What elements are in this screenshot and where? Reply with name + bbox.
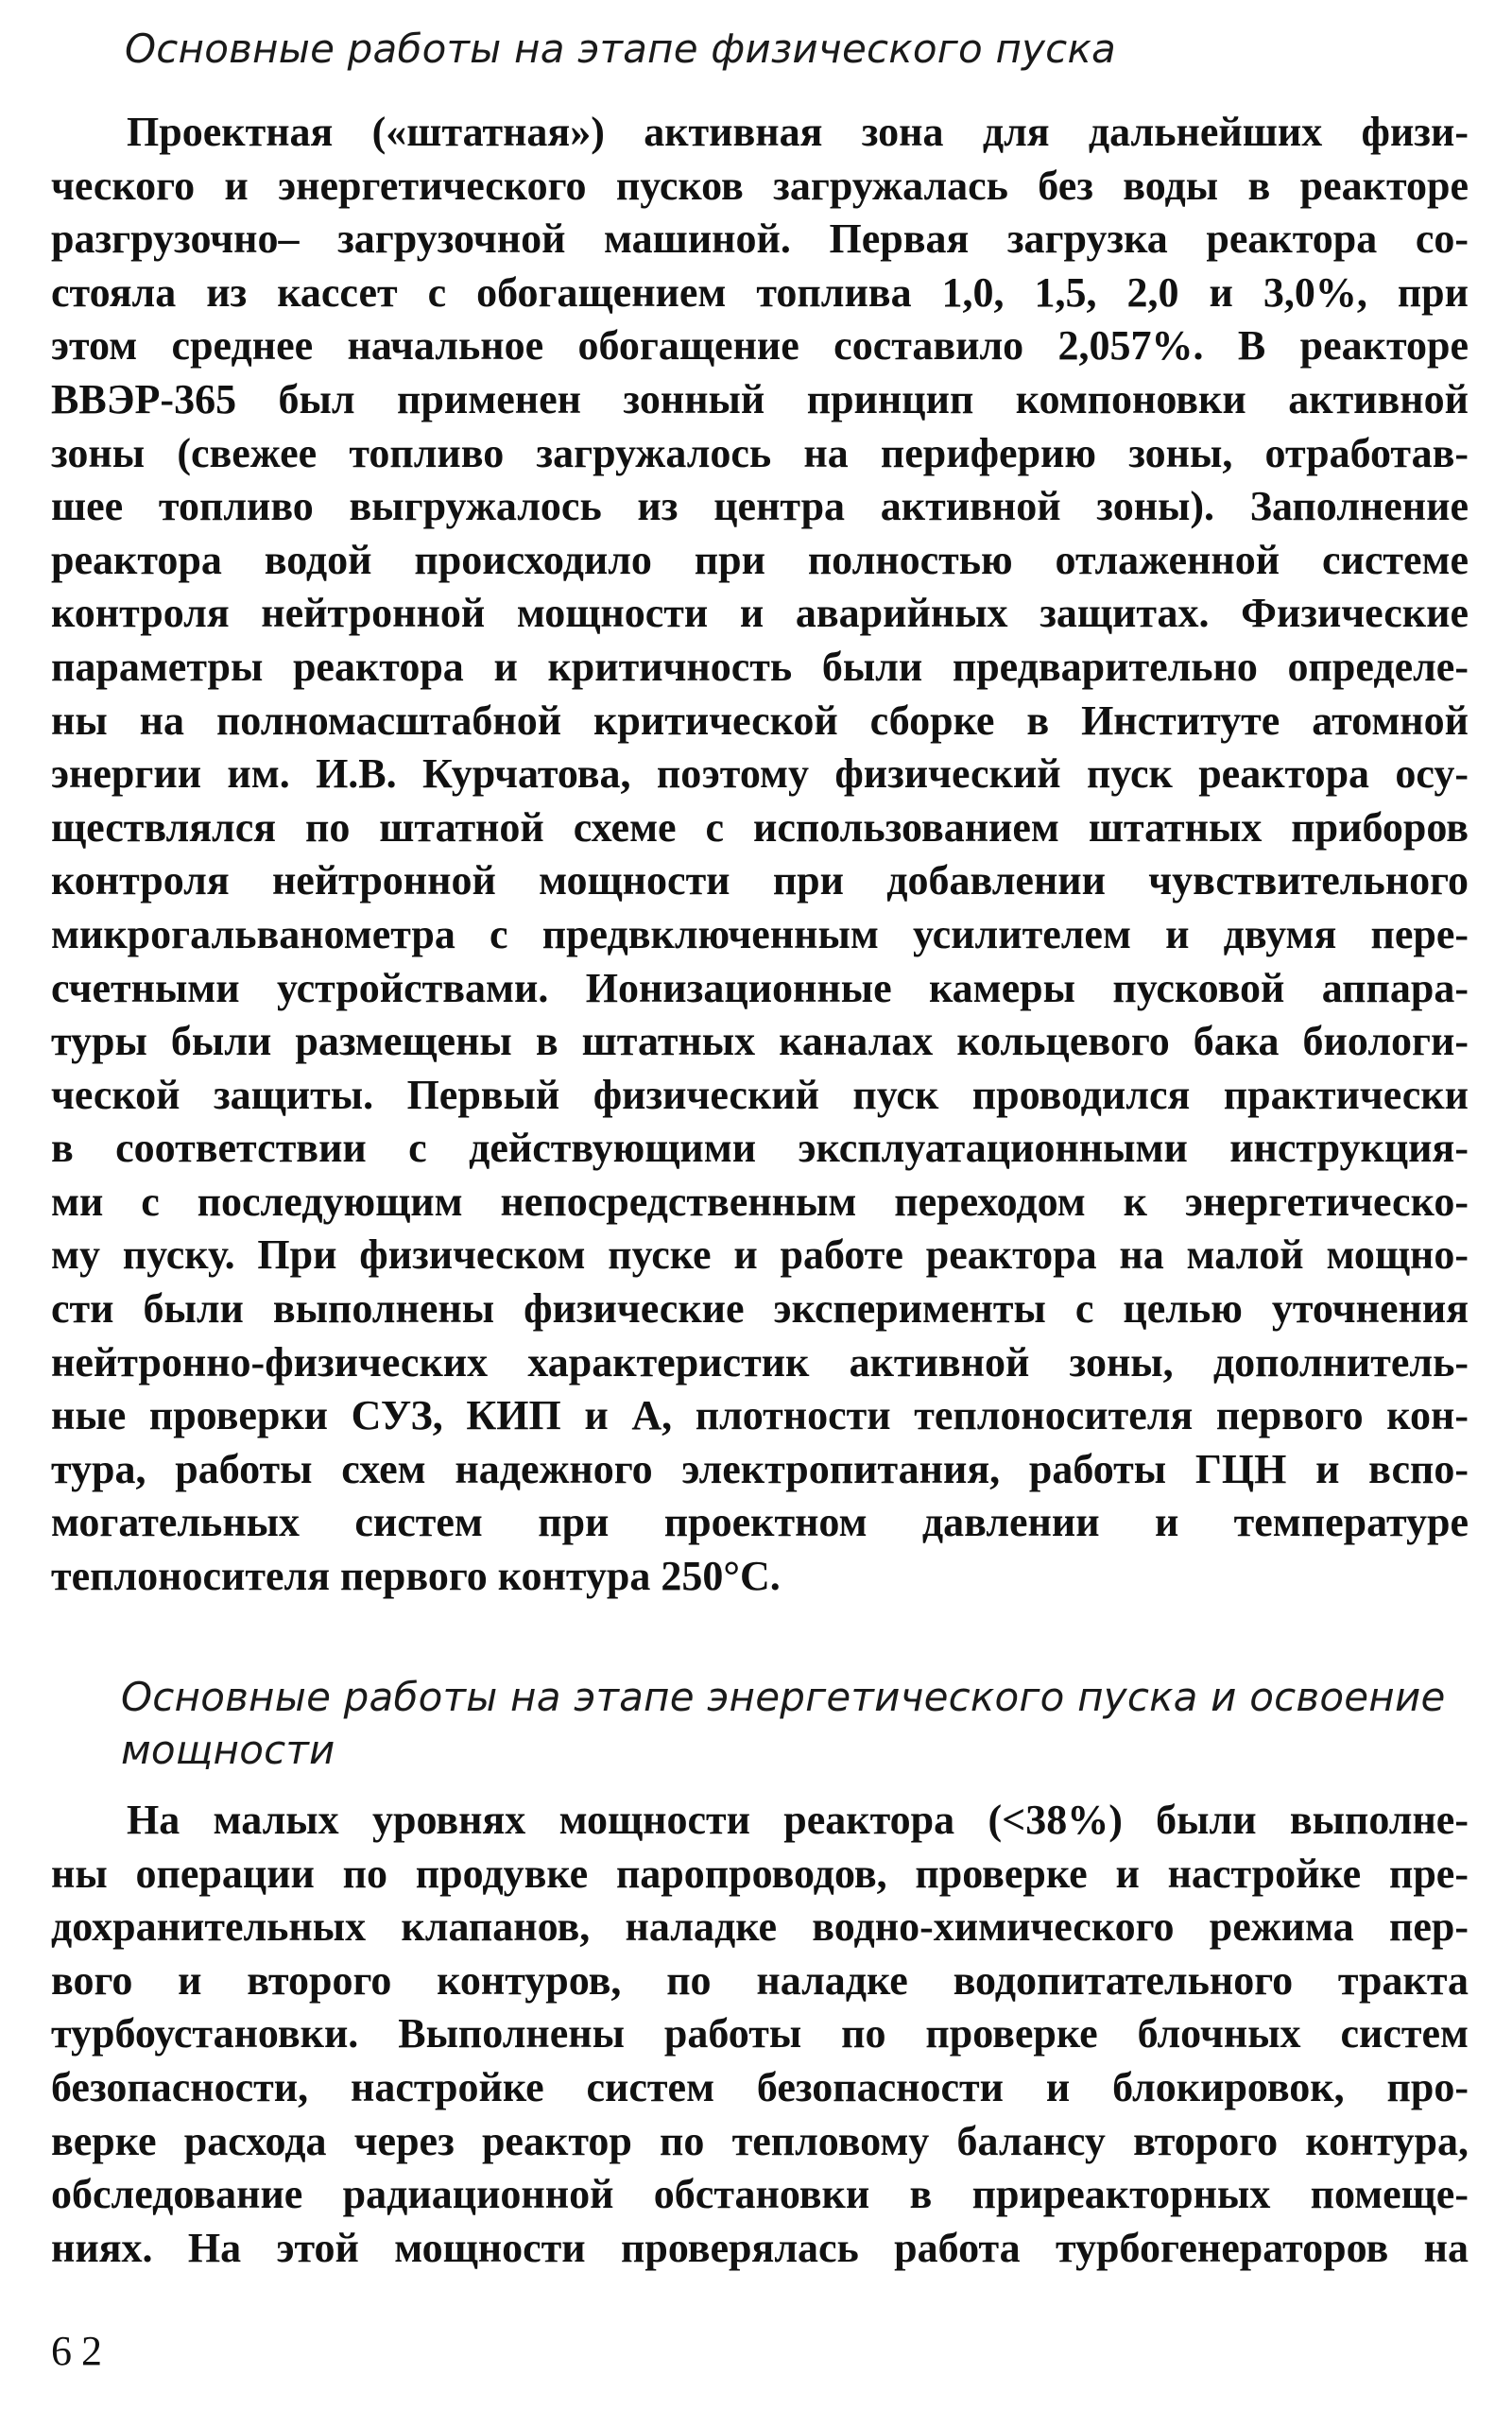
text-line: энергии им. И.В. Курчатова, поэтому физический пуск реактора осу- bbox=[51, 750, 1469, 798]
page-number: 62 bbox=[51, 2328, 112, 2374]
text-line: контроля нейтронной мощности при добавлении чувствительного bbox=[51, 857, 1469, 904]
text-line: ВВЭР-365 был применен зонный принцип компоновки активной bbox=[51, 375, 1469, 422]
text-line: разгрузочно– загрузочной машиной. Первая загрузка реактора со- bbox=[51, 215, 1469, 263]
text-line: ществлялся по штатной схеме с использованием штатных приборов bbox=[51, 803, 1469, 851]
text-line: ны на полномасштабной критической сборке в Институте атомной bbox=[51, 697, 1469, 744]
text-line: счетными устройствами. Ионизационные камеры пусковой аппара- bbox=[51, 964, 1469, 1011]
text-line: ческого и энергетического пусков загружалась без воды в реакторе bbox=[51, 162, 1469, 209]
text-line: микрогальванометра с предвключенным усилителем и двумя пере- bbox=[51, 910, 1469, 957]
text-line: контроля нейтронной мощности и аварийных защитах. Физические bbox=[51, 590, 1469, 637]
section-heading-physical-startup: Основные работы на этапе физического пуска bbox=[125, 26, 1116, 72]
text-line: сти были выполнены физические эксперименты с целью уточнения bbox=[51, 1285, 1469, 1333]
section-heading-power-startup-continued: мощности bbox=[121, 1727, 335, 1773]
text-line: в соответствии с действующими эксплуатационными инструкция- bbox=[51, 1125, 1469, 1172]
text-line: тура, работы схем надежного электропитания, работы ГЦН и вспо- bbox=[51, 1445, 1469, 1492]
text-line: му пуску. При физическом пуске и работе реактора на малой мощно- bbox=[51, 1231, 1469, 1279]
text-line: ны операции по продувке паропроводов, проверке и настройке пре- bbox=[51, 1850, 1469, 1897]
text-line: ниях. На этой мощности проверялась работа турбогенераторов на bbox=[51, 2224, 1469, 2271]
text-line: ческой защиты. Первый физический пуск проводился практически bbox=[51, 1071, 1469, 1118]
text-line: На малых уровнях мощности реактора (<38%) были выполне- bbox=[127, 1797, 1469, 1843]
text-line: вого и второго контуров, по наладке водопитательного тракта bbox=[51, 1956, 1469, 2004]
text-line: параметры реактора и критичность были предварительно определе- bbox=[51, 643, 1469, 690]
text-line: теплоносителя первого контура 250°С. bbox=[51, 1553, 781, 1600]
section-heading-power-startup: Основные работы на этапе энергетического пуска и освоение bbox=[121, 1674, 1446, 1720]
text-line: могательных систем при проектном давлении и температуре bbox=[51, 1499, 1469, 1546]
text-line: шее топливо выгружалось из центра активной зоны). Заполнение bbox=[51, 483, 1469, 530]
text-line: стояла из кассет с обогащением топлива 1,0, 1,5, 2,0 и 3,0%, при bbox=[51, 268, 1469, 316]
text-line: Проектная («штатная») активная зона для дальнейших физи- bbox=[127, 109, 1469, 155]
text-line: турбоустановки. Выполнены работы по проверке блочных систем bbox=[51, 2010, 1469, 2057]
text-line: туры были размещены в штатных каналах кольцевого бака биологи- bbox=[51, 1018, 1469, 1065]
text-line: зоны (свежее топливо загружалось на периферию зоны, отработав- bbox=[51, 429, 1469, 476]
text-line: нейтронно-физических характеристик активной зоны, дополнитель- bbox=[51, 1338, 1469, 1386]
text-line: верке расхода через реактор по тепловому балансу второго контура, bbox=[51, 2117, 1469, 2164]
text-line: этом среднее начальное обогащение составило 2,057%. В реакторе bbox=[51, 322, 1469, 370]
text-line: ные проверки СУЗ, КИП и А, плотности теплоносителя первого кон- bbox=[51, 1392, 1469, 1439]
text-line: безопасности, настройке систем безопасности и блокировок, про- bbox=[51, 2063, 1469, 2110]
section-body-physical-startup bbox=[51, 106, 1469, 1604]
text-line: реактора водой происходило при полностью отлаженной системе bbox=[51, 536, 1469, 583]
text-line: ми с последующим непосредственным переходом к энергетическо- bbox=[51, 1178, 1469, 1225]
section-body-power-startup bbox=[51, 1794, 1469, 2275]
text-line: обследование радиационной обстановки в приреакторных помеще- bbox=[51, 2171, 1469, 2218]
text-line: дохранительных клапанов, наладке водно-химического режима пер- bbox=[51, 1903, 1469, 1951]
